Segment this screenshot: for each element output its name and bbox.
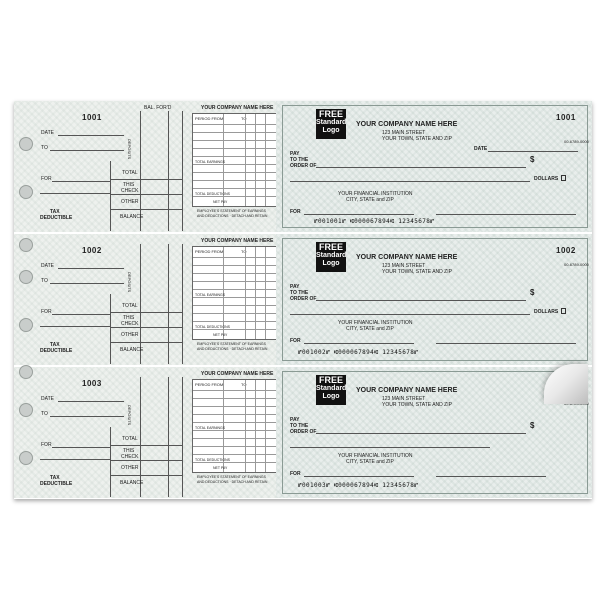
this-label: THIS — [123, 448, 135, 454]
balance-label: BALANCE — [120, 347, 144, 353]
logo-block — [316, 242, 346, 272]
binder-hole — [19, 318, 33, 332]
other-label: OTHER — [121, 199, 139, 205]
total-label: TOTAL — [122, 170, 138, 176]
statement-label-2: AND DEDUCTIONS · DETACH AND RETAIN — [197, 480, 268, 484]
stub-company-name: YOUR COMPANY NAME HERE — [201, 371, 274, 377]
company-name: YOUR COMPANY NAME HERE — [356, 387, 458, 394]
this-label: THIS — [123, 315, 135, 321]
logo-line-2: Logo — [322, 127, 340, 134]
binder-hole — [19, 238, 33, 252]
binder-hole — [19, 270, 33, 284]
for-label: FOR — [41, 442, 52, 448]
bank-name: YOUR FINANCIAL INSTITUTION — [338, 453, 413, 459]
check-row-1 — [14, 101, 592, 232]
bank-city: CITY, STATE and ZIP — [346, 459, 394, 465]
for-label: FOR — [41, 176, 52, 182]
company-address: 123 MAIN STREET — [382, 130, 426, 136]
company-address: 123 MAIN STREET — [382, 263, 426, 269]
date-label: DATE — [41, 130, 54, 136]
statement-label-1: EMPLOYEE'S STATEMENT OF EARNINGS — [197, 475, 266, 479]
period-from-label: PERIOD FROM — [195, 382, 224, 387]
check-for-label: FOR — [290, 338, 301, 344]
check-row-2 — [14, 234, 592, 365]
logo-block — [316, 375, 346, 405]
deductible-label: DEDUCTIBLE — [40, 481, 73, 487]
check-body — [276, 101, 592, 232]
deductible-label: DEDUCTIBLE — [40, 215, 73, 221]
lock-icon — [561, 308, 566, 314]
check-row-3 — [14, 367, 592, 498]
deposits-label: DEPOSITS — [127, 272, 132, 293]
total-deductions-label: TOTAL DEDUCTIONS — [195, 192, 230, 196]
statement-label-2: AND DEDUCTIONS · DETACH AND RETAIN — [197, 347, 268, 351]
earnings-table — [192, 246, 278, 340]
routing-fraction: 00-6789-0000 — [564, 262, 589, 267]
bank-city: CITY, STATE and ZIP — [346, 326, 394, 332]
check-body — [276, 234, 592, 365]
binder-hole — [19, 137, 33, 151]
check-number: 1002 — [556, 246, 576, 255]
dollars-label: DOLLARS — [534, 176, 559, 182]
statement-label-1: EMPLOYEE'S STATEMENT OF EARNINGS — [197, 209, 266, 213]
logo-free-text: FREE — [318, 109, 343, 119]
total-deductions-label: TOTAL DEDUCTIONS — [195, 325, 230, 329]
bank-name: YOUR FINANCIAL INSTITUTION — [338, 191, 413, 197]
to-the-label: TO THE — [290, 290, 309, 296]
check-for-label: FOR — [290, 209, 301, 215]
company-name: YOUR COMPANY NAME HERE — [356, 254, 458, 261]
stub-company-name: YOUR COMPANY NAME HERE — [201, 105, 274, 111]
binder-hole — [19, 365, 33, 379]
period-from-label: PERIOD FROM — [195, 116, 224, 121]
balance-label: BALANCE — [120, 480, 144, 486]
company-name: YOUR COMPANY NAME HERE — [356, 121, 458, 128]
logo-free-text: FREE — [318, 242, 343, 252]
micr-line: ⑈001003⑈ ⑆000067894⑆ 12345678⑈ — [298, 482, 419, 489]
company-city: YOUR TOWN, STATE AND ZIP — [382, 402, 452, 408]
earnings-table — [192, 379, 278, 473]
micr-line: ⑈001002⑈ ⑆000067894⑆ 12345678⑈ — [298, 349, 419, 356]
deposits-label: DEPOSITS — [127, 139, 132, 160]
balance-label: BALANCE — [120, 214, 144, 220]
total-earnings-label: TOTAL EARNINGS — [195, 160, 226, 164]
routing-fraction: 00-6789-0000 — [564, 139, 589, 144]
company-city: YOUR TOWN, STATE AND ZIP — [382, 136, 452, 142]
statement-label-2: AND DEDUCTIONS · DETACH AND RETAIN — [197, 214, 268, 218]
stub-number: 1001 — [82, 113, 102, 122]
pay-label: PAY — [290, 284, 300, 290]
logo-line-1: Standard — [316, 119, 347, 126]
register-stub — [14, 234, 276, 365]
pay-label: PAY — [290, 151, 300, 157]
logo-line-1: Standard — [316, 252, 347, 259]
check-date-label: DATE — [474, 146, 488, 152]
this-label: THIS — [123, 182, 135, 188]
stub-number: 1002 — [82, 246, 102, 255]
statement-label-1: EMPLOYEE'S STATEMENT OF EARNINGS — [197, 342, 266, 346]
check-sheet — [14, 101, 592, 499]
register-stub — [14, 367, 276, 498]
period-to-label: TO — [241, 382, 247, 387]
net-pay-label: NET PAY — [213, 466, 228, 470]
period-from-label: PERIOD FROM — [195, 249, 224, 254]
order-of-label: ORDER OF — [290, 296, 317, 302]
net-pay-label: NET PAY — [213, 200, 228, 204]
to-label: TO — [41, 411, 48, 417]
net-pay-label: NET PAY — [213, 333, 228, 337]
check-label: CHECK — [121, 188, 139, 194]
stub-number: 1003 — [82, 379, 102, 388]
company-address: 123 MAIN STREET — [382, 396, 426, 402]
tax-label: TAX — [50, 342, 60, 348]
check-label: CHECK — [121, 454, 139, 460]
earnings-table — [192, 113, 278, 207]
bank-city: CITY, STATE and ZIP — [346, 197, 394, 203]
bal-fwd-label: BAL. FOR'D — [144, 105, 172, 111]
dollar-sign: $ — [530, 155, 535, 164]
logo-line-1: Standard — [316, 385, 347, 392]
binder-hole — [19, 185, 33, 199]
to-label: TO — [41, 145, 48, 151]
dollar-sign: $ — [530, 288, 535, 297]
period-to-label: TO — [241, 249, 247, 254]
date-label: DATE — [41, 396, 54, 402]
for-label: FOR — [41, 309, 52, 315]
to-label: TO — [41, 278, 48, 284]
bank-name: YOUR FINANCIAL INSTITUTION — [338, 320, 413, 326]
micr-line: ⑈001001⑈ ⑆000067894⑆ 12345678⑈ — [314, 218, 435, 225]
total-earnings-label: TOTAL EARNINGS — [195, 426, 226, 430]
period-to-label: TO — [241, 116, 247, 121]
total-label: TOTAL — [122, 303, 138, 309]
total-earnings-label: TOTAL EARNINGS — [195, 293, 226, 297]
deductible-label: DEDUCTIBLE — [40, 348, 73, 354]
company-city: YOUR TOWN, STATE AND ZIP — [382, 269, 452, 275]
check-number: 1001 — [556, 113, 576, 122]
binder-hole — [19, 403, 33, 417]
check-label: CHECK — [121, 321, 139, 327]
total-deductions-label: TOTAL DEDUCTIONS — [195, 458, 230, 462]
tax-label: TAX — [50, 475, 60, 481]
stub-company-name: YOUR COMPANY NAME HERE — [201, 238, 274, 244]
order-of-label: ORDER OF — [290, 429, 317, 435]
dollars-label: DOLLARS — [534, 309, 559, 315]
deposits-label: DEPOSITS — [127, 405, 132, 426]
dollar-sign: $ — [530, 421, 535, 430]
lock-icon — [561, 175, 566, 181]
check-for-label: FOR — [290, 471, 301, 477]
logo-line-2: Logo — [322, 260, 340, 267]
logo-block — [316, 109, 346, 139]
logo-free-text: FREE — [318, 375, 343, 385]
to-the-label: TO THE — [290, 157, 309, 163]
pay-label: PAY — [290, 417, 300, 423]
tax-label: TAX — [50, 209, 60, 215]
other-label: OTHER — [121, 465, 139, 471]
order-of-label: ORDER OF — [290, 163, 317, 169]
register-stub — [14, 101, 276, 232]
logo-line-2: Logo — [322, 393, 340, 400]
other-label: OTHER — [121, 332, 139, 338]
to-the-label: TO THE — [290, 423, 309, 429]
date-label: DATE — [41, 263, 54, 269]
binder-hole — [19, 451, 33, 465]
total-label: TOTAL — [122, 436, 138, 442]
